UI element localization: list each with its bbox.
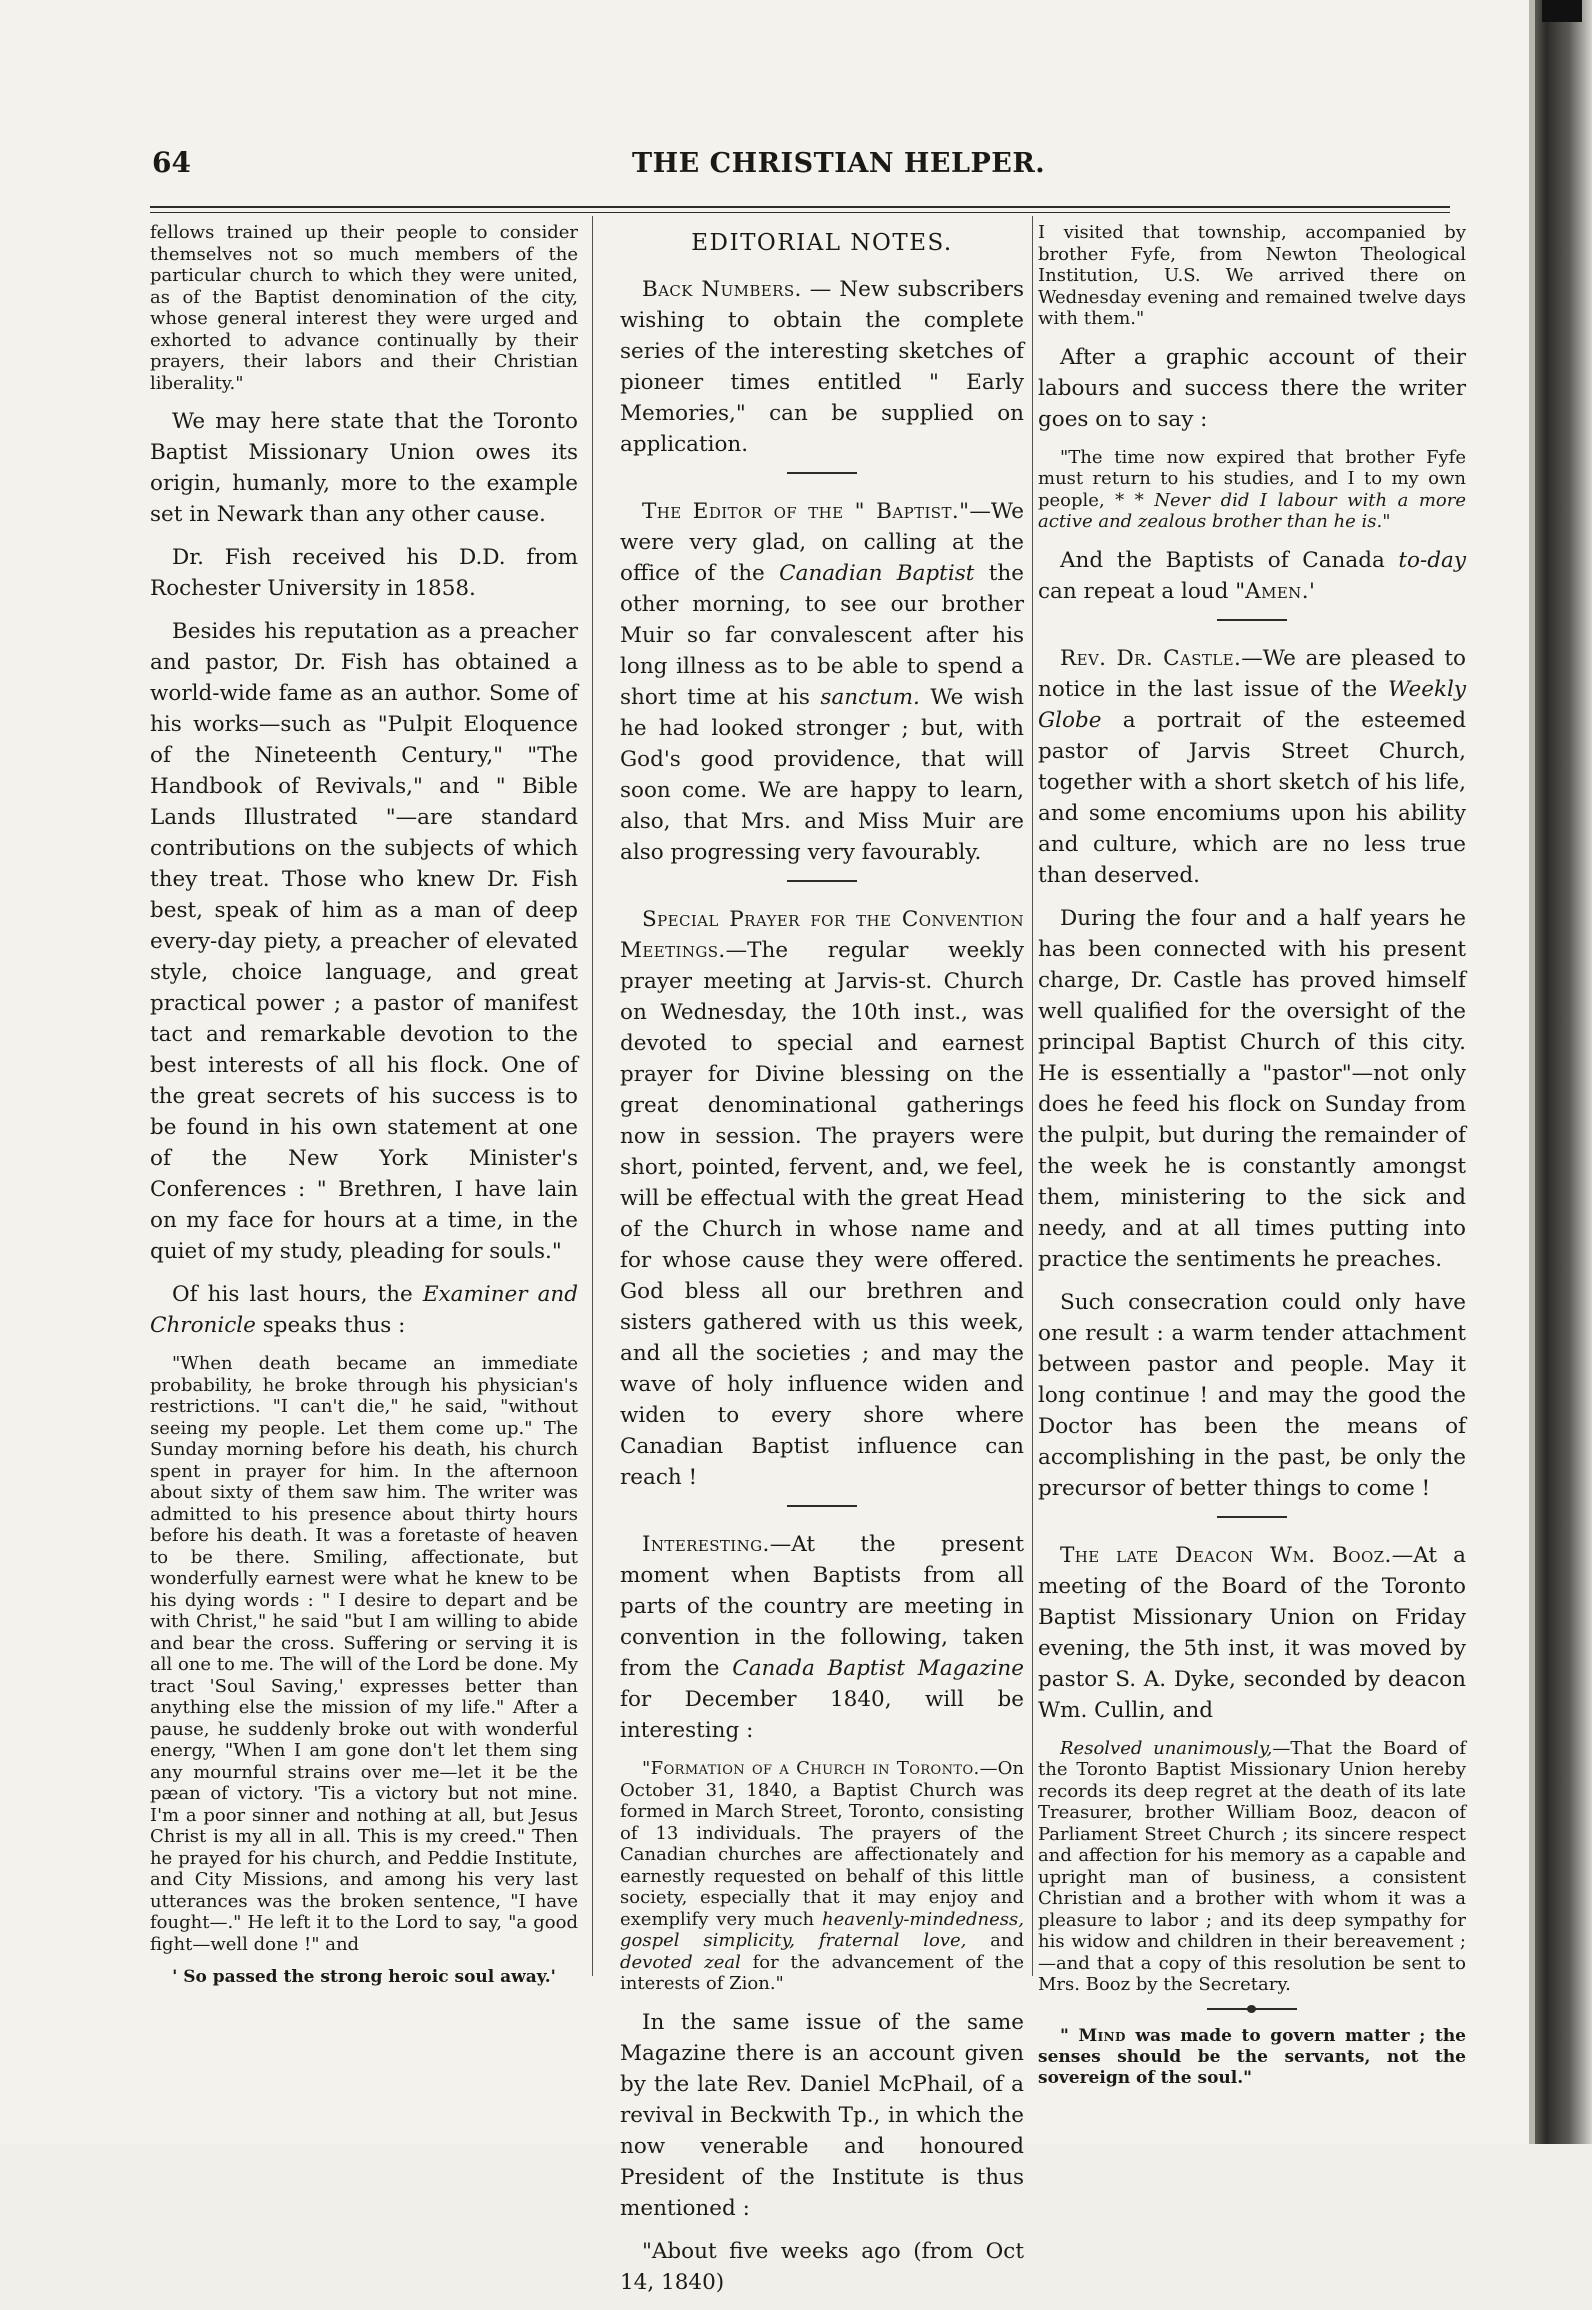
text: And the Baptists of Canada [1060, 547, 1399, 573]
text-italic: Never did I labour with a more active and zealous brother than he is." [1038, 489, 1466, 532]
paragraph-missionary-union: We may here state that the Toronto Baptist Missionary Union owes its origin, humanly, more to the example set in Newark than any other cause. [150, 409, 578, 527]
text-smallcaps: Amen. [1245, 578, 1309, 604]
note-body: —At a meeting of the Board of the Toronto Baptist Missionary Union on Friday evening, the 5th inst, it was moved by pastor S. A. Dyke, seconded by deacon Wm. Cullin, and [1038, 1542, 1467, 1723]
text-italic: Canadian Baptist [779, 561, 975, 586]
separator-rule [787, 880, 857, 882]
quote-heading: "Formation of a Church in Toronto. [642, 1758, 980, 1779]
column-left [150, 222, 578, 1999]
note-deacon-booz [1038, 1540, 1466, 1726]
note-heading: The late Deacon Wm. Booz. [1060, 1542, 1392, 1568]
text: —That the Board of the Toronto Baptist Missionary Union hereby records its deep regret at the death of its late Treasurer, brother William Booz, deacon of Parliament Street Church ; its sincere respect and affection for his memory as a capable and upright man of business, a consistent Christian and a brother with whom it was a pleasure to labor ; and its deep sympathy for his widow and children in their bereavement ;—and that a copy of this resolution be sent to Mrs. Booz by the Secretary. [1038, 1737, 1466, 1995]
resolution [1038, 1738, 1466, 1996]
text-italic: sanctum. [820, 685, 920, 710]
separator-rule [1217, 1516, 1287, 1518]
column-divider-left [592, 216, 593, 1976]
paragraph-graphic-account: After a graphic account of their labours and success there the writer goes on to say : [1038, 344, 1466, 432]
header-rule-thin [150, 212, 1450, 213]
paragraph-five-weeks: "About five weeks ago (from Oct 14, 1840) [620, 2238, 1024, 2295]
text-smallcaps: Mind [1078, 2025, 1126, 2046]
note-special-prayer [620, 904, 1024, 1493]
text-italic: Resolved unanimously, [1060, 1737, 1273, 1759]
text-italic: to-day [1398, 547, 1466, 573]
paragraph-four-years: During the four and a half years he has been connected with his present charge, Dr. Castle has proved himself well qualified for the oversight of the principal Baptist Church of this city. He is essentially a "pastor"—not only does he feed his flock on Sunday from the pulpit, but during the remainder of the week he is constantly amongst them, ministering to the sick and needy, and at all times putting into practice the sentiments he preaches. [1038, 905, 1466, 1272]
text: speaks thus : [255, 1313, 406, 1338]
paragraph-last-hours [150, 1279, 578, 1341]
column-divider-right [1032, 216, 1033, 1976]
separator-rule [787, 472, 857, 474]
book-edge-shadow [1535, 0, 1592, 2144]
paragraph-dd-degree: Dr. Fish received his D.D. from Rochester University in 1858. [150, 545, 578, 601]
paragraph-fellows: fellows trained up their people to consider themselves not so much members of the particular church to which they were united, as of the Baptist denomination of the city, whose general interest they were urged and exhorted to advance continually by their prayers, their labors and their Christian liberality." [150, 222, 578, 394]
text: a portrait of the esteemed pastor of Jarvis Street Church, together with a short sketch of his life, and some encomiums upon his ability and culture, which are no less true than deserved. [1038, 707, 1466, 888]
column-middle [620, 222, 1024, 2310]
separator-rule [787, 1505, 857, 1507]
text: We wish he had looked stronger ; but, with God's good providence, that will soon come. We are happy to learn, also, that Mrs. and Miss Muir are also progressing very favourably. [620, 685, 1024, 865]
note-body: — New subscribers wishing to obtain the complete series of the interesting sketches of pioneer times entitled " Early Memories," can be supplied on application. [620, 277, 1024, 457]
text: for the advancement of the interests of Zion." [620, 1951, 1024, 1994]
text: the other morning, to see our brother Muir so far convalescent after his long illness as to be able to spend a short time at his [620, 561, 1024, 710]
separator-rule [1217, 619, 1287, 621]
text: " [1060, 2025, 1079, 2046]
note-editor [620, 496, 1024, 868]
quote-death: "When death became an immediate probability, he broke through his physician's restrictions. "I can't die," he said, "without seeing my people. Let them come up." The Sunday morning before his death, his church spent in prayer for him. In the afternoon about sixty of them saw him. The writer was admitted to his presence about thirty hours before his death. It was a foretaste of heaven to be there. Smiling, affectionate, but wonderfully earnest were what he knew to be his dying words : " I desire to depart and be with Christ," he said "but I am willing to abide and bear the cross. Suffering or serving it is all one to me. The will of the Lord be done. My tract 'Soul Saving,' expresses better than anything else the mission of my life." After a pause, he suddenly broke out with wonderful energy, "When I am gone don't let them sing any mournful strains over me—let it be the pæan of victory. 'Tis a victory but not mine. I'm a poor sinner and nothing at all, but Jesus Christ is my all in all. This is my creed." Then he prayed for his church, and Peddie Institute, and City Missions, and among his very last utterances was the broken sentence, "I have fought—." He left it to the Lord to say, "a good fight—well done !" and [150, 1353, 578, 1955]
text: was made to govern matter ; the senses should be the servants, not the sovereign of the soul." [1038, 2025, 1466, 2088]
paragraph-amen [1038, 545, 1466, 607]
column-right [1038, 222, 1466, 2101]
text: ' [1308, 578, 1315, 604]
motto-mind [1038, 2026, 1466, 2089]
publication-name: Examiner and Chronicle [150, 1282, 579, 1338]
text-italic: Weekly Globe [1038, 676, 1466, 733]
text: for December 1840, will be interesting : [620, 1687, 1024, 1743]
note-heading: Special Prayer for the Convention Meetings. [620, 907, 1024, 963]
paragraph-reputation: Besides his reputation as a preacher and pastor, Dr. Fish has obtained a world-wide fame as an author. Some of his works—such as "Pulpit Eloquence of the Nineteenth Century," "The Handbook of Revivals," and " Bible Lands Illustrated "—are standard contributions on the subjects of which they treat. Those who knew Dr. Fish best, speak of him as a man of deep every-day piety, a preacher of elevated style, choice language, and great practical power ; a pastor of manifest tact and remarkable devotion to the best interests of all his flock. One of the great secrets of his success is to be found in his own statement at one of the New York Minister's Conferences : " Brethren, I have lain on my face for hours at a time, in the quiet of my study, pleading for souls." [150, 619, 578, 1264]
note-heading: Interesting. [642, 1532, 770, 1557]
note-dr-castle [1038, 643, 1466, 891]
text: —On October 31, 1840, a Baptist Church was formed in March Street, Toronto, consisting of 13 individuals. The prayers of the Canadian churches are affectionately and earnestly requested on behalf of this little society, especially that it may enjoy and exemplify very much [620, 1758, 1024, 1930]
text: can repeat a loud " [1038, 578, 1246, 604]
note-heading: Rev. Dr. Castle. [1060, 645, 1242, 671]
header-rule [150, 206, 1450, 208]
text: Of his last hours, the [172, 1282, 423, 1307]
note-back-numbers [620, 274, 1024, 460]
running-head-title: THE CHRISTIAN HELPER. [632, 148, 1046, 179]
text-italic: devoted zeal [620, 1951, 741, 1973]
text: "The time now expired that brother Fyfe must return to his studies, and I to my own people, * * [1038, 446, 1466, 511]
text-italic: heavenly-mindedness, gospel simplicity, fraternal love, [620, 1908, 1024, 1951]
section-title: EDITORIAL NOTES. [691, 230, 953, 256]
note-body: —The regular weekly prayer meeting at Jarvis-st. Church on Wednesday, the 10th inst., was devoted to special and earnest prayer for Divine blessing on the great denominational gatherings now in session. The prayers were short, pointed, fervent, and, we feel, will be effectual with the great Head of the Church in whose name and for whose cause they were offered. God bless all our brethren and sisters gathered with us this week, and all the societies ; and may the wave of holy influence widen and widen to every shore where Canadian Baptist influence can reach ! [620, 938, 1024, 1490]
note-heading: Back Numbers. [642, 277, 802, 302]
note-interesting [620, 1529, 1024, 1746]
corner-mark [1542, 0, 1582, 22]
quote-formation [620, 1758, 1024, 1995]
text: —We are pleased to notice in the last issue of the [1038, 645, 1466, 702]
paragraph-same-issue: In the same issue of the same Magazine there is an account given by the late Rev. Daniel McPhail, of a revival in Beckwith Tp., in which the now venerable and honoured President of the Institute is thus mentioned : [620, 2009, 1024, 2221]
paragraph-township: I visited that township, accompanied by brother Fyfe, from Newton Theological Institution, U.S. We arrived there on Wednesday evening and remained twelve days with them." [1038, 222, 1466, 329]
note-heading: The Editor of the " Baptist." [642, 499, 970, 524]
text: —At the present moment when Baptists from all parts of the country are meeting in convention in the following, taken from the [620, 1532, 1024, 1681]
text-italic: Canada Baptist Magazine [732, 1656, 1024, 1681]
ornament-rule [1207, 2008, 1297, 2010]
page-number: 64 [152, 146, 191, 179]
text: —We were very glad, on calling at the office of the [620, 499, 1024, 586]
paragraph-consecration: Such consecration could only have one result : a warm tender attachment between pastor and people. May it long continue ! and may the good the Doctor has been the means of accomplishing in the past, be only the precursor of better things to come ! [1038, 1289, 1466, 1501]
text: and [966, 1930, 1024, 1951]
closing-line: ' So passed the strong heroic soul away.' [172, 1967, 556, 1987]
quote-fyfe [1038, 447, 1466, 533]
